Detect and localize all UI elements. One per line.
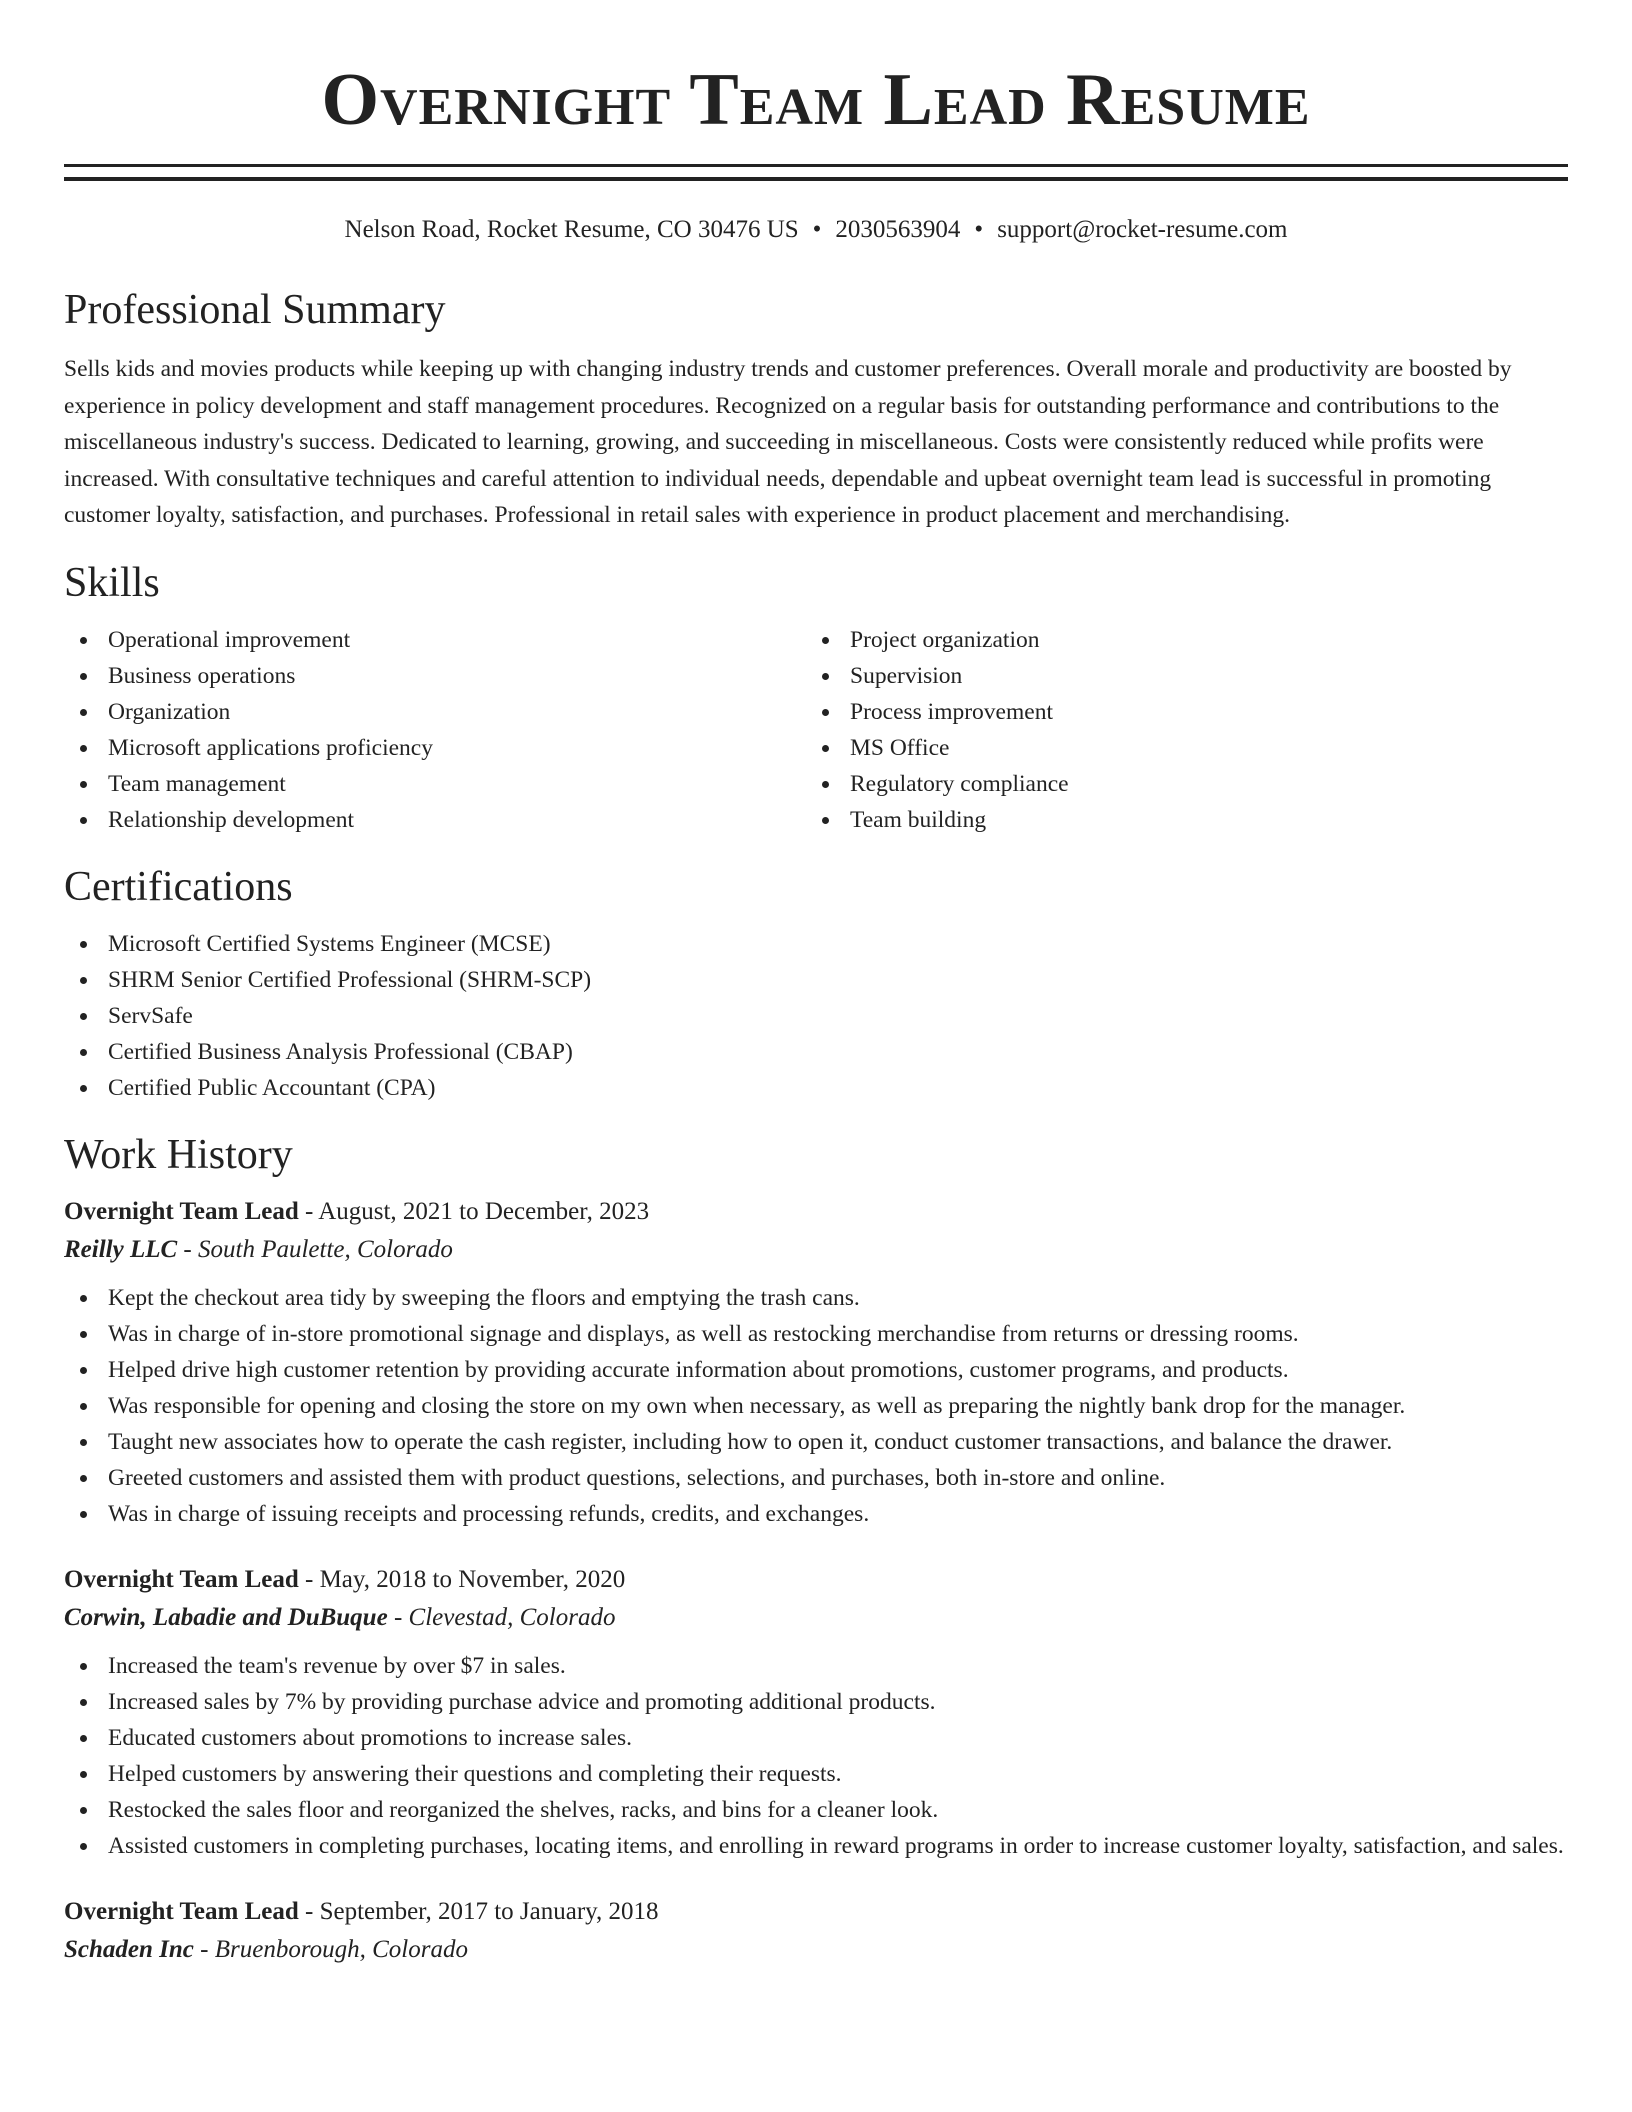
job-title: Overnight Team Lead [64,1197,299,1225]
contact-email: support@rocket-resume.com [997,216,1288,243]
job-title-line: Overnight Team Lead - May, 2018 to November, 2020 [64,1565,626,1593]
skill-item: Relationship development [64,802,806,838]
skill-item: Regulatory compliance [806,766,1548,802]
job-company-line: Schaden Inc - Bruenborough, Colorado [64,1935,468,1963]
job-company: Reilly LLC [64,1235,178,1263]
skills-grid [64,622,1568,838]
job-bullet: Educated customers about promotions to increase sales. [64,1720,1568,1756]
job-bullet: Greeted customers and assisted them with product questions, selections, and purchases, both in-store and online. [64,1460,1568,1496]
job-bullet: Was responsible for opening and closing the store on my own when necessary, as well as preparing the nightly bank drop for the manager. [64,1388,1568,1424]
job-bullets [64,1648,1568,1864]
job-bullet: Helped customers by answering their questions and completing their requests. [64,1756,1568,1792]
job-bullet: Increased sales by 7% by providing purchase advice and promoting additional products. [64,1684,1568,1720]
skill-item: Team building [806,802,1548,838]
job-title: Overnight Team Lead [64,1565,299,1593]
skill-item: MS Office [806,730,1548,766]
skill-item: Microsoft applications proficiency [64,730,806,766]
job-company-line: Corwin, Labadie and DuBuque - Clevestad, Colorado [64,1603,616,1631]
summary-heading: Professional Summary [64,287,446,333]
certification-item: ServSafe [64,998,1568,1034]
job-title-line: Overnight Team Lead - August, 2021 to December, 2023 [64,1197,650,1225]
job-dates: September, 2017 to January, 2018 [319,1897,659,1925]
job-bullet: Increased the team's revenue by over $7 in sales. [64,1648,1568,1684]
summary-text: Sells kids and movies products while keeping up with changing industry trends and customer preferences. Overall morale and productivity are boosted by experience in policy development and staff management procedures. Recognized on a regular basis for outstanding performance and contributions to the miscellaneous industry's success. Dedicated to learning, growing, and succeeding in miscellaneous. Costs were consistently reduced while profits were increased. With consultative techniques and careful attention to individual needs, dependable and upbeat overnight team lead is successful in promoting customer loyalty, satisfaction, and purchases. Professional in retail sales with experience in product placement and merchandising. [64,356,1512,528]
certification-item: Certified Public Accountant (CPA) [64,1070,1568,1106]
job-bullet: Assisted customers in completing purchases, locating items, and enrolling in reward programs in order to increase customer loyalty, satisfaction, and sales. [64,1828,1568,1864]
skill-item: Business operations [64,658,806,694]
job-entry [64,1562,1568,1864]
job-location: South Paulette, Colorado [198,1235,453,1263]
job-dates: May, 2018 to November, 2020 [319,1565,626,1593]
job-bullet: Kept the checkout area tidy by sweeping the floors and emptying the trash cans. [64,1280,1568,1316]
certification-item: Certified Business Analysis Professional (CBAP) [64,1034,1568,1070]
skill-item: Process improvement [806,694,1548,730]
skill-item: Team management [64,766,806,802]
skills-column-left [64,622,806,838]
contact-line [64,215,1568,245]
certification-item: Microsoft Certified Systems Engineer (MCSE) [64,926,1568,962]
job-bullet: Taught new associates how to operate the cash register, including how to open it, conduct customer transactions, and balance the drawer. [64,1424,1568,1460]
job-bullet: Helped drive high customer retention by providing accurate information about promotions, customer programs, and products. [64,1352,1568,1388]
job-entry [64,1894,1568,1970]
job-bullets [64,1280,1568,1532]
skills-heading: Skills [64,559,160,606]
contact-phone: 2030563904 [835,216,961,243]
job-dates: August, 2021 to December, 2023 [318,1197,650,1225]
job-bullet: Was in charge of issuing receipts and processing refunds, credits, and exchanges. [64,1496,1568,1532]
certification-item: SHRM Senior Certified Professional (SHRM-SCP) [64,962,1568,998]
skills-column-right [806,622,1548,838]
job-bullet: Restocked the sales floor and reorganized the shelves, racks, and bins for a cleaner look. [64,1792,1568,1828]
job-location: Clevestad, Colorado [408,1603,616,1631]
job-entry [64,1194,1568,1532]
contact-separator: • [974,216,984,243]
resume-page [64,0,1568,1970]
job-company: Corwin, Labadie and DuBuque [64,1603,388,1631]
job-location: Bruenborough, Colorado [214,1935,468,1963]
skill-item: Operational improvement [64,622,806,658]
resume-title: Overnight Team Lead Resume [321,59,1311,141]
job-title-line: Overnight Team Lead - September, 2017 to January, 2018 [64,1897,659,1925]
job-title: Overnight Team Lead [64,1897,299,1925]
contact-separator: • [812,216,822,243]
skill-item: Project organization [806,622,1548,658]
skill-item: Organization [64,694,806,730]
job-company: Schaden Inc [64,1935,194,1963]
certifications-heading: Certifications [64,863,293,910]
contact-address: Nelson Road, Rocket Resume, CO 30476 US [344,216,799,243]
job-bullet: Was in charge of in-store promotional signage and displays, as well as restocking merchandise from returns or dressing rooms. [64,1316,1568,1352]
title-divider [64,164,1568,181]
skill-item: Supervision [806,658,1548,694]
certifications-list [64,926,1568,1106]
work-history-heading: Work History [64,1131,293,1178]
job-company-line: Reilly LLC - South Paulette, Colorado [64,1235,453,1263]
